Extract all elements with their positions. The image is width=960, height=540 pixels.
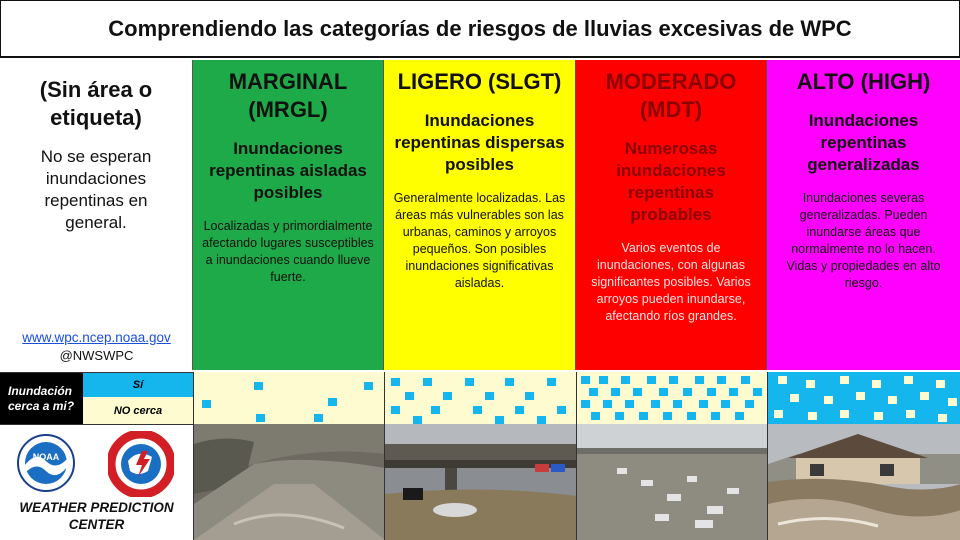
category-description: Generalmente localizadas. Las áreas más vulnerables son las urbanas, caminos y arroyos pequeños. Son posibles inundaciones significativas aisladas. — [393, 191, 566, 290]
noaa-logo-icon — [16, 433, 76, 498]
photo-high — [767, 424, 960, 540]
category-headline: Inundaciones repentinas generalizadas — [807, 111, 920, 174]
category-slight — [384, 60, 576, 370]
no-area-title: (Sin área o etiqueta) — [39, 77, 153, 130]
category-headline: Numerosas inundaciones repentinas probables — [616, 139, 726, 224]
pattern-marginal — [193, 372, 384, 424]
category-description: Varios eventos de inundaciones, con algunas significantes posibles. Varios arroyos pueden inundarse, afectando ríos grandes. — [591, 241, 751, 323]
category-name: ALTO (HIGH) — [796, 69, 931, 94]
photo-slight — [384, 424, 576, 540]
page-title: Comprendiendo las categorías de riesgos de lluvias excesivas de WPC — [0, 0, 960, 58]
nws-logo-icon — [108, 431, 174, 502]
category-description: Inundaciones severas generalizadas. Pueden inundarse áreas que normalmente no lo hacen. Vidas y propiedades en alto riesgo. — [786, 191, 941, 290]
legend-no: NO cerca — [83, 397, 193, 425]
legend-yes: Sí — [83, 373, 193, 397]
category-description: Localizadas y primordialmente afectando lugares susceptibles a inundaciones cuando llueve fuerte. — [202, 219, 374, 284]
no-area-text: No se esperan inundaciones repentinas en general. — [40, 147, 152, 232]
legend-question: Inundación cerca a mi? — [0, 373, 83, 425]
photo-moderate — [576, 424, 767, 540]
category-marginal — [193, 60, 384, 370]
category-high — [767, 60, 960, 370]
photo-marginal — [193, 424, 384, 540]
pattern-moderate — [576, 372, 767, 424]
category-moderate — [576, 60, 767, 370]
footer-logos — [0, 424, 193, 540]
category-name: MODERADO (MDT) — [605, 69, 737, 122]
category-name: MARGINAL (MRGL) — [228, 69, 348, 122]
wpc-website-link[interactable]: www.wpc.ncep.noaa.gov — [22, 330, 171, 345]
wpc-center-name: WEATHER PREDICTION CENTER — [19, 500, 174, 532]
category-name: LIGERO (SLGT) — [397, 69, 562, 94]
category-headline: Inundaciones repentinas aisladas posibles — [209, 139, 367, 202]
pattern-slight — [384, 372, 576, 424]
svg-text:NOAA: NOAA — [32, 452, 60, 462]
twitter-handle: @NWSWPC — [59, 348, 134, 363]
pattern-high — [767, 372, 960, 424]
category-headline: Inundaciones repentinas dispersas posibles — [394, 111, 565, 174]
no-area-column — [0, 60, 193, 370]
proximity-legend — [0, 372, 193, 424]
